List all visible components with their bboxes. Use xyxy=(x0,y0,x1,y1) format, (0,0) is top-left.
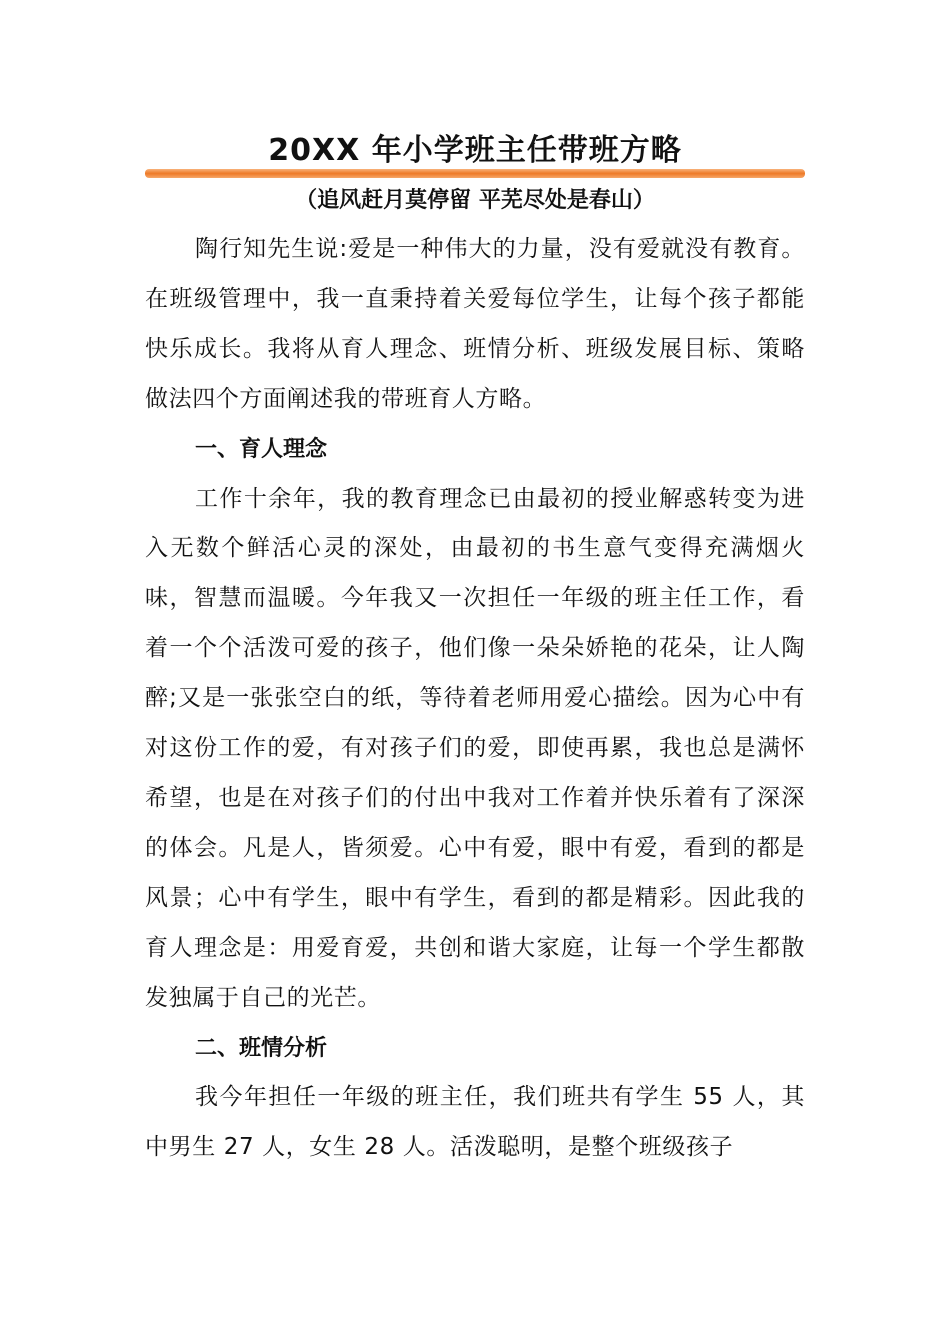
philosophy-paragraph: 工作十余年，我的教育理念已由最初的授业解惑转变为进入无数个鲜活心灵的深处，由最初的书生意气变得充满烟火味，智慧而温暖。今年我又一次担任一年级的班主任工作，看着一个个活泼可爱的孩子，他们像一朵朵娇艳的花朵，让人陶醉;又是一张张空白的纸，等待着老师用爱心描绘。因为心中有对这份工作的爱，有对孩子们的爱，即使再累，我也总是满怀希望，也是在对孩子们的付出中我对工作着并快乐着有了深深的体会。凡是人，皆须爱。心中有爱，眼中有爱，看到的都是风景；心中有学生，眼中有学生，看到的都是精彩。因此我的育人理念是：用爱育爱，共创和谐大家庭，让每一个学生都散发独属于自己的光芒。 xyxy=(145,485,805,1011)
section-heading-class-analysis: 二、班情分析 xyxy=(195,1035,328,1061)
document-subtitle: （追风赶月莫停留 平芜尽处是春山） xyxy=(295,188,655,213)
document-title: 20XX 年小学班主任带班方略 xyxy=(268,133,682,168)
intro-paragraph: 陶行知先生说:爱是一种伟大的力量，没有爱就没有教育。在班级管理中，我一直秉持着关爱每位学生，让每个孩子都能快乐成长。我将从育人理念、班情分析、班级发展目标、策略做法四个方面阐述我的带班育人方略。 xyxy=(145,236,805,412)
title-underline xyxy=(145,169,805,178)
section-heading-philosophy: 一、育人理念 xyxy=(195,436,328,462)
class-analysis-paragraph: 我今年担任一年级的班主任，我们班共有学生 55 人，其中男生 27 人，女生 28 人。活泼聪明，是整个班级孩子 xyxy=(145,1084,805,1161)
document-body xyxy=(145,225,805,1173)
